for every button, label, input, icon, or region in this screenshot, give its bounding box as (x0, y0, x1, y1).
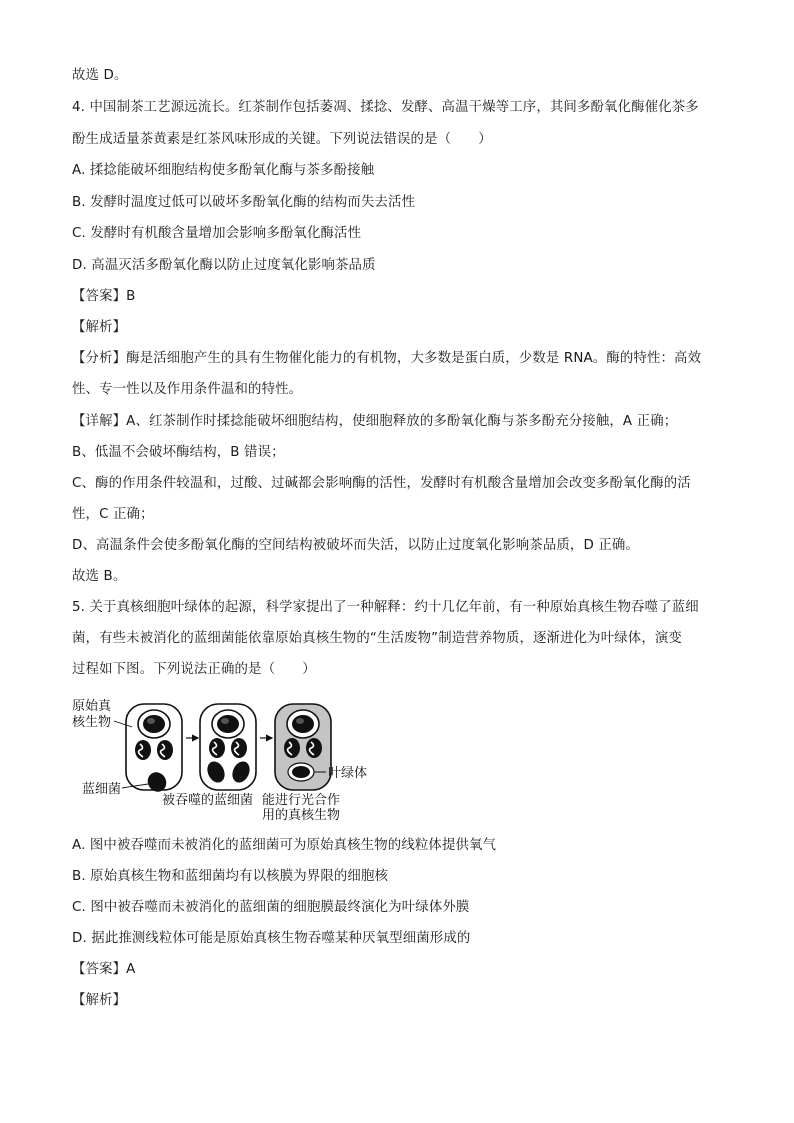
nucleus (287, 710, 319, 738)
mitochondrion (157, 740, 173, 760)
analysis-text-cont: 性、专一性以及作用条件温和的特性。 (72, 382, 303, 397)
label-chloroplast: 叶绿体 (328, 766, 368, 781)
question-4-option-b: B. 发酵时温度过低可以破坏多酚氧化酶的结构而失去活性 (72, 195, 416, 210)
mitochondrion (284, 738, 300, 758)
mitochondrion (209, 738, 225, 758)
question-5-stem-cont2: 过程如下图。下列说法正确的是（ ） (72, 662, 316, 677)
question-5-stem: 5. 关于真核细胞叶绿体的起源，科学家提出了一种解释：约十几亿年前，有一种原始真核生物吞噬了蓝细 (72, 600, 699, 615)
label-engulfed-cyanobacteria: 被吞噬的蓝细菌 (162, 793, 254, 808)
analysis-label-5: 【解析】 (72, 993, 127, 1008)
question-4-option-a: A. 揉捻能破坏细胞结构使多酚氧化酶与茶多酚接触 (72, 163, 375, 178)
analysis-label: 【解析】 (72, 320, 127, 335)
detail-text-c: C、酶的作用条件较温和，过酸、过碱都会影响酶的活性，发酵时有机酸含量增加会改变多酚氧化酶的活 (72, 476, 691, 491)
mitochondrion (306, 738, 322, 758)
chloroplast (288, 763, 314, 781)
cell-with-engulfed-cyanobacteria (200, 704, 256, 790)
nucleus (138, 710, 170, 738)
answer-label: 【答案】B (72, 289, 136, 304)
question-5-option-c: C. 图中被吞噬而未被消化的蓝细菌的细胞膜最终演化为叶绿体外膜 (72, 900, 470, 915)
question-4-stem: 4. 中国制茶工艺源远流长。红茶制作包括萎凋、揉捻、发酵、高温干燥等工序，其间多酚氧化酶催化茶多 (72, 100, 699, 115)
question-5-option-a: A. 图中被吞噬而未被消化的蓝细菌可为原始真核生物的线粒体提供氧气 (72, 838, 497, 853)
answer-label-5: 【答案】A (72, 962, 136, 977)
photosynthetic-eukaryote-cell (275, 704, 331, 790)
detail-text-b: B、低温不会破坏酶结构，B 错误； (72, 445, 285, 460)
mitochondrion (231, 738, 247, 758)
detail-text: 【详解】A、红茶制作时揉捻能破坏细胞结构，使细胞释放的多酚氧化酶与茶多酚充分接触，A 正确； (72, 414, 678, 429)
label-photosynthetic-eukaryote-1: 能进行光合作 (262, 793, 341, 808)
nucleus (212, 710, 244, 738)
label-primitive-eukaryote-2: 核生物 (72, 715, 112, 730)
text-line: 故选 D。 (72, 68, 128, 83)
chloroplast-origin-diagram (70, 696, 390, 822)
label-cyanobacteria: 蓝细菌 (82, 782, 122, 797)
question-5-option-b: B. 原始真核生物和蓝细菌均有以核膜为界限的细胞核 (72, 869, 389, 884)
analysis-text: 【分析】酶是活细胞产生的具有生物催化能力的有机物，大多数是蛋白质，少数是 RNA。酶的特性：高效 (72, 351, 702, 366)
question-5-stem-cont: 菌，有些未被消化的蓝细菌能依靠原始真核生物的“生活废物”制造营养物质，逐渐进化为叶绿体，演变 (72, 631, 682, 646)
question-4-option-d: D. 高温灭活多酚氧化酶以防止过度氧化影响茶品质 (72, 258, 376, 273)
label-primitive-eukaryote-1: 原始真 (72, 699, 112, 714)
mitochondrion (135, 740, 151, 760)
label-photosynthetic-eukaryote-2: 用的真核生物 (262, 808, 341, 822)
conclusion: 故选 B。 (72, 569, 127, 584)
question-4-option-c: C. 发酵时有机酸含量增加会影响多酚氧化酶活性 (72, 226, 362, 241)
detail-text-d: D、高温条件会使多酚氧化酶的空间结构被破坏而失活，以防止过度氧化影响茶品质，D 正确。 (72, 538, 639, 553)
question-4-stem-cont: 酚生成适量茶黄素是红茶风味形成的关键。下列说法错误的是（ ） (72, 132, 492, 147)
detail-text-c-cont: 性，C 正确； (72, 507, 154, 522)
question-5-option-d: D. 据此推测线粒体可能是原始真核生物吞噬某种厌氧型细菌形成的 (72, 931, 471, 946)
